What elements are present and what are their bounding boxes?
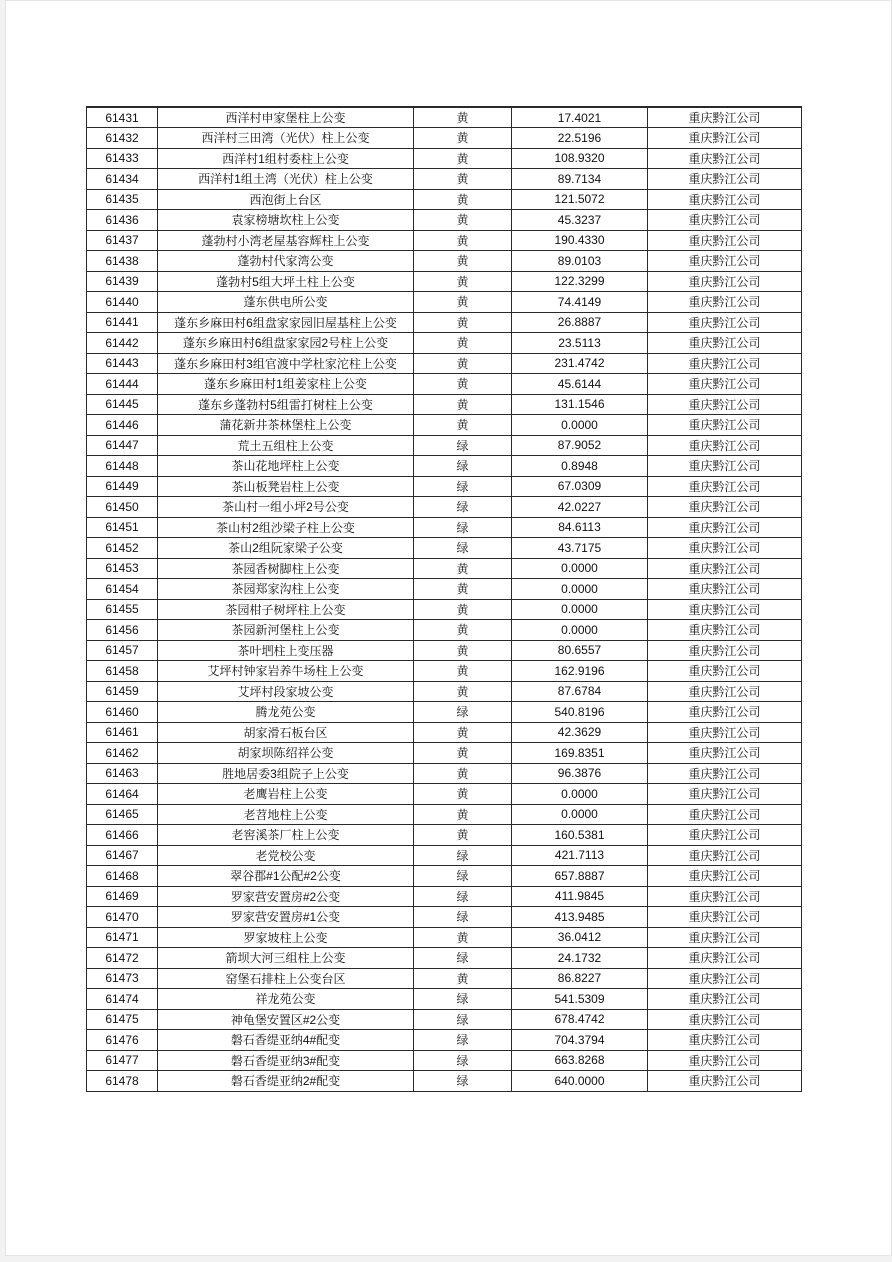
table-row xyxy=(87,1050,802,1071)
cell-name: 翠谷郡#1公配#2公变 xyxy=(158,866,414,887)
cell-name: 老鹰岩柱上公变 xyxy=(158,784,414,805)
cell-name: 老苕地柱上公变 xyxy=(158,804,414,825)
cell-name: 西泡街上台区 xyxy=(158,189,414,210)
table-row xyxy=(87,886,802,907)
cell-value: 45.6144 xyxy=(512,374,648,395)
cell-name: 荒土五组柱上公变 xyxy=(158,435,414,456)
cell-company: 重庆黔江公司 xyxy=(648,702,802,723)
cell-name: 茶园香树脚柱上公变 xyxy=(158,558,414,579)
table-row xyxy=(87,107,802,128)
cell-status: 绿 xyxy=(414,435,512,456)
cell-id: 61458 xyxy=(87,661,158,682)
cell-id: 61443 xyxy=(87,353,158,374)
cell-name: 蓬东供电所公变 xyxy=(158,292,414,313)
cell-id: 61464 xyxy=(87,784,158,805)
cell-value: 0.0000 xyxy=(512,784,648,805)
cell-id: 61460 xyxy=(87,702,158,723)
cell-id: 61445 xyxy=(87,394,158,415)
cell-value: 540.8196 xyxy=(512,702,648,723)
cell-status: 黄 xyxy=(414,210,512,231)
cell-id: 61439 xyxy=(87,271,158,292)
cell-value: 74.4149 xyxy=(512,292,648,313)
cell-id: 61433 xyxy=(87,148,158,169)
cell-company: 重庆黔江公司 xyxy=(648,107,802,128)
cell-value: 42.3629 xyxy=(512,722,648,743)
cell-value: 87.6784 xyxy=(512,681,648,702)
cell-name: 蓬东乡麻田村1组姜家柱上公变 xyxy=(158,374,414,395)
cell-company: 重庆黔江公司 xyxy=(648,230,802,251)
cell-status: 黄 xyxy=(414,251,512,272)
cell-id: 61448 xyxy=(87,456,158,477)
table-row xyxy=(87,394,802,415)
cell-id: 61437 xyxy=(87,230,158,251)
table-row xyxy=(87,353,802,374)
cell-id: 61475 xyxy=(87,1009,158,1030)
table-row xyxy=(87,620,802,641)
cell-status: 黄 xyxy=(414,148,512,169)
cell-name: 蒲花新井茶林堡柱上公变 xyxy=(158,415,414,436)
cell-id: 61450 xyxy=(87,497,158,518)
cell-name: 袁家榜塘坎柱上公变 xyxy=(158,210,414,231)
cell-value: 0.0000 xyxy=(512,558,648,579)
cell-company: 重庆黔江公司 xyxy=(648,128,802,149)
table-row xyxy=(87,845,802,866)
cell-value: 84.6113 xyxy=(512,517,648,538)
cell-value: 67.0309 xyxy=(512,476,648,497)
cell-name: 胜地居委3组院子上公变 xyxy=(158,763,414,784)
cell-company: 重庆黔江公司 xyxy=(648,353,802,374)
cell-name: 胡家坝陈绍祥公变 xyxy=(158,743,414,764)
table-row xyxy=(87,825,802,846)
cell-id: 61471 xyxy=(87,927,158,948)
cell-company: 重庆黔江公司 xyxy=(648,394,802,415)
cell-company: 重庆黔江公司 xyxy=(648,1050,802,1071)
cell-company: 重庆黔江公司 xyxy=(648,476,802,497)
table-row xyxy=(87,927,802,948)
table-row xyxy=(87,558,802,579)
table-row xyxy=(87,476,802,497)
table-row xyxy=(87,497,802,518)
cell-status: 黄 xyxy=(414,579,512,600)
cell-name: 蓬东乡麻田村6组盘家家园旧屋基柱上公变 xyxy=(158,312,414,333)
cell-status: 黄 xyxy=(414,312,512,333)
cell-company: 重庆黔江公司 xyxy=(648,579,802,600)
table-row xyxy=(87,743,802,764)
cell-name: 罗家坡柱上公变 xyxy=(158,927,414,948)
cell-status: 绿 xyxy=(414,517,512,538)
cell-value: 89.0103 xyxy=(512,251,648,272)
cell-status: 绿 xyxy=(414,1071,512,1092)
cell-company: 重庆黔江公司 xyxy=(648,989,802,1010)
cell-status: 绿 xyxy=(414,1050,512,1071)
table-row xyxy=(87,374,802,395)
cell-name: 西洋村1组村委柱上公变 xyxy=(158,148,414,169)
cell-id: 61469 xyxy=(87,886,158,907)
cell-id: 61452 xyxy=(87,538,158,559)
cell-status: 黄 xyxy=(414,640,512,661)
cell-status: 黄 xyxy=(414,374,512,395)
cell-id: 61447 xyxy=(87,435,158,456)
cell-value: 86.8227 xyxy=(512,968,648,989)
cell-name: 窑堡石排柱上公变台区 xyxy=(158,968,414,989)
cell-company: 重庆黔江公司 xyxy=(648,866,802,887)
cell-id: 61444 xyxy=(87,374,158,395)
cell-company: 重庆黔江公司 xyxy=(648,251,802,272)
cell-company: 重庆黔江公司 xyxy=(648,189,802,210)
cell-id: 61476 xyxy=(87,1030,158,1051)
cell-status: 绿 xyxy=(414,538,512,559)
cell-name: 西洋村三田湾（光伏）柱上公变 xyxy=(158,128,414,149)
cell-id: 61441 xyxy=(87,312,158,333)
cell-status: 黄 xyxy=(414,333,512,354)
cell-id: 61468 xyxy=(87,866,158,887)
table-row xyxy=(87,312,802,333)
cell-value: 96.3876 xyxy=(512,763,648,784)
cell-id: 61435 xyxy=(87,189,158,210)
cell-value: 663.8268 xyxy=(512,1050,648,1071)
cell-status: 绿 xyxy=(414,456,512,477)
table-row xyxy=(87,292,802,313)
cell-status: 绿 xyxy=(414,476,512,497)
cell-status: 黄 xyxy=(414,681,512,702)
cell-value: 160.5381 xyxy=(512,825,648,846)
cell-value: 0.0000 xyxy=(512,804,648,825)
cell-name: 蓬勃村代家湾公变 xyxy=(158,251,414,272)
table-row xyxy=(87,1030,802,1051)
cell-name: 茶园柑子树坪柱上公变 xyxy=(158,599,414,620)
cell-status: 绿 xyxy=(414,497,512,518)
cell-value: 87.9052 xyxy=(512,435,648,456)
cell-id: 61436 xyxy=(87,210,158,231)
cell-name: 磐石香缇亚纳2#配变 xyxy=(158,1071,414,1092)
table-row xyxy=(87,1071,802,1092)
cell-id: 61455 xyxy=(87,599,158,620)
cell-status: 绿 xyxy=(414,845,512,866)
cell-status: 黄 xyxy=(414,661,512,682)
table-row xyxy=(87,784,802,805)
cell-name: 蓬东乡麻田村3组官渡中学杜家沱柱上公变 xyxy=(158,353,414,374)
cell-status: 黄 xyxy=(414,825,512,846)
cell-id: 61478 xyxy=(87,1071,158,1092)
cell-id: 61432 xyxy=(87,128,158,149)
cell-status: 黄 xyxy=(414,394,512,415)
cell-company: 重庆黔江公司 xyxy=(648,497,802,518)
cell-status: 黄 xyxy=(414,292,512,313)
cell-status: 绿 xyxy=(414,948,512,969)
cell-id: 61473 xyxy=(87,968,158,989)
cell-status: 黄 xyxy=(414,784,512,805)
table-row xyxy=(87,579,802,600)
cell-status: 黄 xyxy=(414,353,512,374)
cell-status: 绿 xyxy=(414,702,512,723)
cell-value: 108.9320 xyxy=(512,148,648,169)
cell-id: 61459 xyxy=(87,681,158,702)
cell-company: 重庆黔江公司 xyxy=(648,845,802,866)
table-row xyxy=(87,415,802,436)
cell-value: 640.0000 xyxy=(512,1071,648,1092)
cell-name: 茶山花地坪柱上公变 xyxy=(158,456,414,477)
cell-id: 61456 xyxy=(87,620,158,641)
cell-status: 黄 xyxy=(414,107,512,128)
cell-value: 0.0000 xyxy=(512,415,648,436)
cell-id: 61440 xyxy=(87,292,158,313)
cell-company: 重庆黔江公司 xyxy=(648,784,802,805)
table-row xyxy=(87,1009,802,1030)
cell-status: 黄 xyxy=(414,189,512,210)
cell-id: 61461 xyxy=(87,722,158,743)
cell-name: 茶山村2组沙梁子柱上公变 xyxy=(158,517,414,538)
cell-company: 重庆黔江公司 xyxy=(648,1071,802,1092)
cell-value: 23.5113 xyxy=(512,333,648,354)
cell-company: 重庆黔江公司 xyxy=(648,907,802,928)
cell-company: 重庆黔江公司 xyxy=(648,558,802,579)
cell-id: 61446 xyxy=(87,415,158,436)
cell-name: 茶山2组阮家梁子公变 xyxy=(158,538,414,559)
cell-company: 重庆黔江公司 xyxy=(648,640,802,661)
cell-company: 重庆黔江公司 xyxy=(648,722,802,743)
cell-name: 茶叶垇柱上变压器 xyxy=(158,640,414,661)
cell-company: 重庆黔江公司 xyxy=(648,681,802,702)
cell-id: 61466 xyxy=(87,825,158,846)
cell-value: 411.9845 xyxy=(512,886,648,907)
cell-id: 61457 xyxy=(87,640,158,661)
cell-value: 704.3794 xyxy=(512,1030,648,1051)
cell-value: 0.0000 xyxy=(512,620,648,641)
cell-value: 541.5309 xyxy=(512,989,648,1010)
cell-value: 122.3299 xyxy=(512,271,648,292)
table-row xyxy=(87,230,802,251)
cell-value: 678.4742 xyxy=(512,1009,648,1030)
cell-value: 231.4742 xyxy=(512,353,648,374)
cell-status: 黄 xyxy=(414,230,512,251)
table-row xyxy=(87,968,802,989)
cell-value: 26.8887 xyxy=(512,312,648,333)
cell-company: 重庆黔江公司 xyxy=(648,415,802,436)
cell-name: 西洋村1组土湾（光伏）柱上公变 xyxy=(158,169,414,190)
cell-name: 老窖溪茶厂柱上公变 xyxy=(158,825,414,846)
cell-value: 0.0000 xyxy=(512,599,648,620)
cell-value: 17.4021 xyxy=(512,107,648,128)
cell-status: 黄 xyxy=(414,927,512,948)
cell-name: 胡家滑石板台区 xyxy=(158,722,414,743)
cell-value: 45.3237 xyxy=(512,210,648,231)
cell-company: 重庆黔江公司 xyxy=(648,169,802,190)
cell-name: 磐石香缇亚纳4#配变 xyxy=(158,1030,414,1051)
cell-name: 艾坪村段家坡公变 xyxy=(158,681,414,702)
cell-name: 蓬东乡蓬勃村5组雷打树柱上公变 xyxy=(158,394,414,415)
table-row xyxy=(87,148,802,169)
cell-id: 61462 xyxy=(87,743,158,764)
table-row xyxy=(87,989,802,1010)
cell-company: 重庆黔江公司 xyxy=(648,312,802,333)
cell-company: 重庆黔江公司 xyxy=(648,210,802,231)
cell-id: 61465 xyxy=(87,804,158,825)
cell-company: 重庆黔江公司 xyxy=(648,804,802,825)
cell-name: 蓬勃村小湾老屋基容辉柱上公变 xyxy=(158,230,414,251)
cell-company: 重庆黔江公司 xyxy=(648,948,802,969)
cell-id: 61442 xyxy=(87,333,158,354)
table-row xyxy=(87,640,802,661)
cell-id: 61477 xyxy=(87,1050,158,1071)
cell-id: 61449 xyxy=(87,476,158,497)
cell-status: 绿 xyxy=(414,989,512,1010)
cell-status: 绿 xyxy=(414,1009,512,1030)
table-row xyxy=(87,271,802,292)
cell-company: 重庆黔江公司 xyxy=(648,620,802,641)
cell-status: 黄 xyxy=(414,415,512,436)
cell-name: 老党校公变 xyxy=(158,845,414,866)
cell-id: 61453 xyxy=(87,558,158,579)
cell-value: 657.8887 xyxy=(512,866,648,887)
cell-value: 89.7134 xyxy=(512,169,648,190)
cell-status: 绿 xyxy=(414,866,512,887)
cell-status: 黄 xyxy=(414,599,512,620)
cell-name: 茶园郑家沟柱上公变 xyxy=(158,579,414,600)
cell-id: 61474 xyxy=(87,989,158,1010)
cell-id: 61434 xyxy=(87,169,158,190)
cell-name: 磐石香缇亚纳3#配变 xyxy=(158,1050,414,1071)
cell-name: 祥龙苑公变 xyxy=(158,989,414,1010)
cell-company: 重庆黔江公司 xyxy=(648,292,802,313)
cell-name: 茶园新河堡柱上公变 xyxy=(158,620,414,641)
table-row xyxy=(87,948,802,969)
cell-company: 重庆黔江公司 xyxy=(648,538,802,559)
cell-id: 61431 xyxy=(87,107,158,128)
table-row xyxy=(87,599,802,620)
cell-value: 169.8351 xyxy=(512,743,648,764)
cell-status: 黄 xyxy=(414,620,512,641)
cell-id: 61472 xyxy=(87,948,158,969)
table-row xyxy=(87,763,802,784)
cell-value: 190.4330 xyxy=(512,230,648,251)
cell-value: 80.6557 xyxy=(512,640,648,661)
cell-company: 重庆黔江公司 xyxy=(648,743,802,764)
table-row xyxy=(87,722,802,743)
cell-company: 重庆黔江公司 xyxy=(648,763,802,784)
cell-value: 24.1732 xyxy=(512,948,648,969)
table-row xyxy=(87,907,802,928)
table-body xyxy=(87,107,802,1091)
cell-name: 神龟堡安置区#2公变 xyxy=(158,1009,414,1030)
table-row xyxy=(87,189,802,210)
cell-status: 黄 xyxy=(414,968,512,989)
cell-company: 重庆黔江公司 xyxy=(648,661,802,682)
cell-company: 重庆黔江公司 xyxy=(648,271,802,292)
cell-value: 0.0000 xyxy=(512,579,648,600)
table-row xyxy=(87,702,802,723)
cell-id: 61454 xyxy=(87,579,158,600)
document-page xyxy=(5,0,892,1256)
table-row xyxy=(87,866,802,887)
cell-status: 黄 xyxy=(414,722,512,743)
cell-name: 西洋村申家堡柱上公变 xyxy=(158,107,414,128)
cell-id: 61467 xyxy=(87,845,158,866)
table-row xyxy=(87,456,802,477)
cell-name: 茶山板凳岩柱上公变 xyxy=(158,476,414,497)
table-row xyxy=(87,210,802,231)
cell-name: 箭坝大河三组柱上公变 xyxy=(158,948,414,969)
cell-status: 绿 xyxy=(414,907,512,928)
cell-id: 61438 xyxy=(87,251,158,272)
cell-id: 61470 xyxy=(87,907,158,928)
cell-value: 22.5196 xyxy=(512,128,648,149)
cell-status: 黄 xyxy=(414,763,512,784)
cell-name: 蓬勃村5组大坪土柱上公变 xyxy=(158,271,414,292)
cell-company: 重庆黔江公司 xyxy=(648,435,802,456)
cell-status: 绿 xyxy=(414,886,512,907)
cell-name: 艾坪村钟家岩养牛场柱上公变 xyxy=(158,661,414,682)
table-row xyxy=(87,435,802,456)
cell-company: 重庆黔江公司 xyxy=(648,148,802,169)
table-row xyxy=(87,681,802,702)
cell-value: 421.7113 xyxy=(512,845,648,866)
cell-value: 36.0412 xyxy=(512,927,648,948)
table-row xyxy=(87,517,802,538)
cell-status: 黄 xyxy=(414,558,512,579)
cell-status: 黄 xyxy=(414,169,512,190)
cell-company: 重庆黔江公司 xyxy=(648,825,802,846)
cell-company: 重庆黔江公司 xyxy=(648,374,802,395)
table-row xyxy=(87,128,802,149)
table-row xyxy=(87,251,802,272)
cell-company: 重庆黔江公司 xyxy=(648,1009,802,1030)
cell-status: 绿 xyxy=(414,1030,512,1051)
cell-id: 61463 xyxy=(87,763,158,784)
cell-id: 61451 xyxy=(87,517,158,538)
table-row xyxy=(87,333,802,354)
cell-name: 罗家营安置房#2公变 xyxy=(158,886,414,907)
table-row xyxy=(87,169,802,190)
cell-company: 重庆黔江公司 xyxy=(648,927,802,948)
cell-name: 罗家营安置房#1公变 xyxy=(158,907,414,928)
table-row xyxy=(87,661,802,682)
cell-value: 42.0227 xyxy=(512,497,648,518)
transformer-table xyxy=(86,106,802,1092)
cell-status: 黄 xyxy=(414,743,512,764)
cell-company: 重庆黔江公司 xyxy=(648,456,802,477)
cell-value: 413.9485 xyxy=(512,907,648,928)
cell-status: 黄 xyxy=(414,804,512,825)
cell-value: 131.1546 xyxy=(512,394,648,415)
cell-value: 43.7175 xyxy=(512,538,648,559)
cell-status: 黄 xyxy=(414,128,512,149)
cell-value: 121.5072 xyxy=(512,189,648,210)
cell-status: 黄 xyxy=(414,271,512,292)
cell-company: 重庆黔江公司 xyxy=(648,968,802,989)
table-row xyxy=(87,538,802,559)
cell-name: 腾龙苑公变 xyxy=(158,702,414,723)
cell-company: 重庆黔江公司 xyxy=(648,1030,802,1051)
cell-company: 重庆黔江公司 xyxy=(648,599,802,620)
cell-name: 蓬东乡麻田村6组盘家家园2号柱上公变 xyxy=(158,333,414,354)
cell-value: 0.8948 xyxy=(512,456,648,477)
cell-value: 162.9196 xyxy=(512,661,648,682)
cell-company: 重庆黔江公司 xyxy=(648,517,802,538)
cell-company: 重庆黔江公司 xyxy=(648,333,802,354)
cell-name: 茶山村一组小坪2号公变 xyxy=(158,497,414,518)
table-row xyxy=(87,804,802,825)
cell-company: 重庆黔江公司 xyxy=(648,886,802,907)
